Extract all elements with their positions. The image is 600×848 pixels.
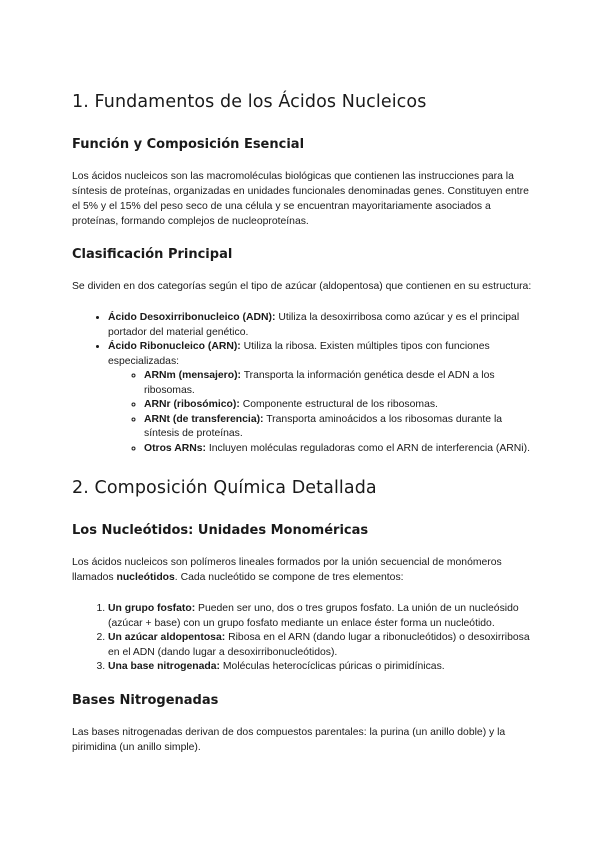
item-term: Otros ARNs:	[144, 442, 206, 454]
section-2-title: 2. Composición Química Detallada	[72, 478, 377, 498]
classification-list	[72, 311, 532, 456]
list-item-base	[108, 660, 532, 675]
bases-paragraph: Las bases nitrogenadas derivan de dos compuestos parentales: la purina (un anillo doble) y la pirimidina (un anillo simple).	[72, 726, 506, 753]
item-text: Utiliza la ribosa. Existen múltiples tipos con funciones especializadas:	[108, 341, 490, 367]
list-item-azucar	[108, 631, 532, 660]
subsection-classification-heading: Clasificación Principal	[72, 247, 233, 262]
list-item-arnr	[144, 398, 532, 413]
document-content	[72, 90, 532, 772]
item-term: ARNr (ribosómico):	[144, 399, 240, 410]
list-item-arnt	[144, 413, 532, 442]
item-text: Pueden ser uno, dos o tres grupos fosfato. La unión de un nucleósido (azúcar + base) con un grupo fosfato mediante un enlace éster forma un nucleótido.	[108, 603, 519, 629]
nucleotide-components-list	[72, 602, 532, 675]
item-term: Un azúcar aldopentosa:	[108, 632, 226, 643]
subsection-function-heading: Función y Composición Esencial	[72, 137, 305, 152]
item-term: ARNm (mensajero):	[144, 370, 241, 381]
list-item-adn	[108, 311, 532, 340]
list-item-otros-arns	[144, 442, 532, 457]
item-text: Utiliza la desoxirribosa como azúcar y es el principal portador del material genético.	[108, 312, 520, 338]
item-term: Ácido Ribonucleico (ARN):	[108, 341, 241, 352]
paragraph-bold-term: nucleótidos	[116, 572, 175, 583]
list-item-arnm	[144, 369, 532, 398]
list-item-arn	[108, 340, 532, 456]
item-text: Transporta la información genética desde el ADN a los ribosomas.	[144, 370, 495, 396]
item-text: Incluyen moléculas reguladoras como el ARN de interferencia (ARNi).	[205, 442, 530, 454]
classification-paragraph: Se dividen en dos categorías según el tipo de azúcar (aldopentosa) que contienen en su estructura:	[72, 281, 532, 292]
item-term: Ácido Desoxirribonucleico (ADN):	[108, 312, 276, 323]
section-1-title: 1. Fundamentos de los Ácidos Nucleicos	[72, 92, 427, 112]
subsection-bases-heading: Bases Nitrogenadas	[72, 692, 219, 708]
subsection-nucleotides-heading: Los Nucleótidos: Unidades Monoméricas	[72, 523, 369, 538]
paragraph-text: . Cada nucleótido se compone de tres elementos:	[174, 572, 404, 583]
paragraph-text: Los ácidos nucleicos son polímeros lineales formados por la unión secuencial de monómeros llamados	[72, 557, 502, 583]
item-term: ARNt (de transferencia):	[144, 413, 264, 425]
item-text: Ribosa en el ARN (dando lugar a ribonucleótidos) o desoxirribosa en el ADN (dando lugar a desoxirribonucleótidos).	[108, 632, 530, 658]
item-text: Componente estructural de los ribosomas.	[239, 399, 438, 410]
nucleotides-paragraph	[72, 555, 532, 585]
item-text: Transporta aminoácidos a los ribosomas durante la síntesis de proteínas.	[144, 413, 503, 439]
item-term: Un grupo fosfato:	[108, 603, 196, 614]
item-text: Moléculas heterocíclicas púricas o pirimidínicas.	[220, 661, 445, 672]
list-item-fosfato	[108, 602, 532, 631]
function-paragraph: Los ácidos nucleicos son las macromoléculas biológicas que contienen las instrucciones para la síntesis de proteínas, organizadas en unidades funcionales denominadas genes. Constituyen entre el 5% y el 15% del peso seco de una célula y se encuentran mayoritariamente asociados a proteínas, formando complejos de nucleoproteínas.	[72, 171, 529, 227]
item-term: Una base nitrogenada:	[108, 661, 221, 672]
arn-types-list	[108, 369, 532, 456]
